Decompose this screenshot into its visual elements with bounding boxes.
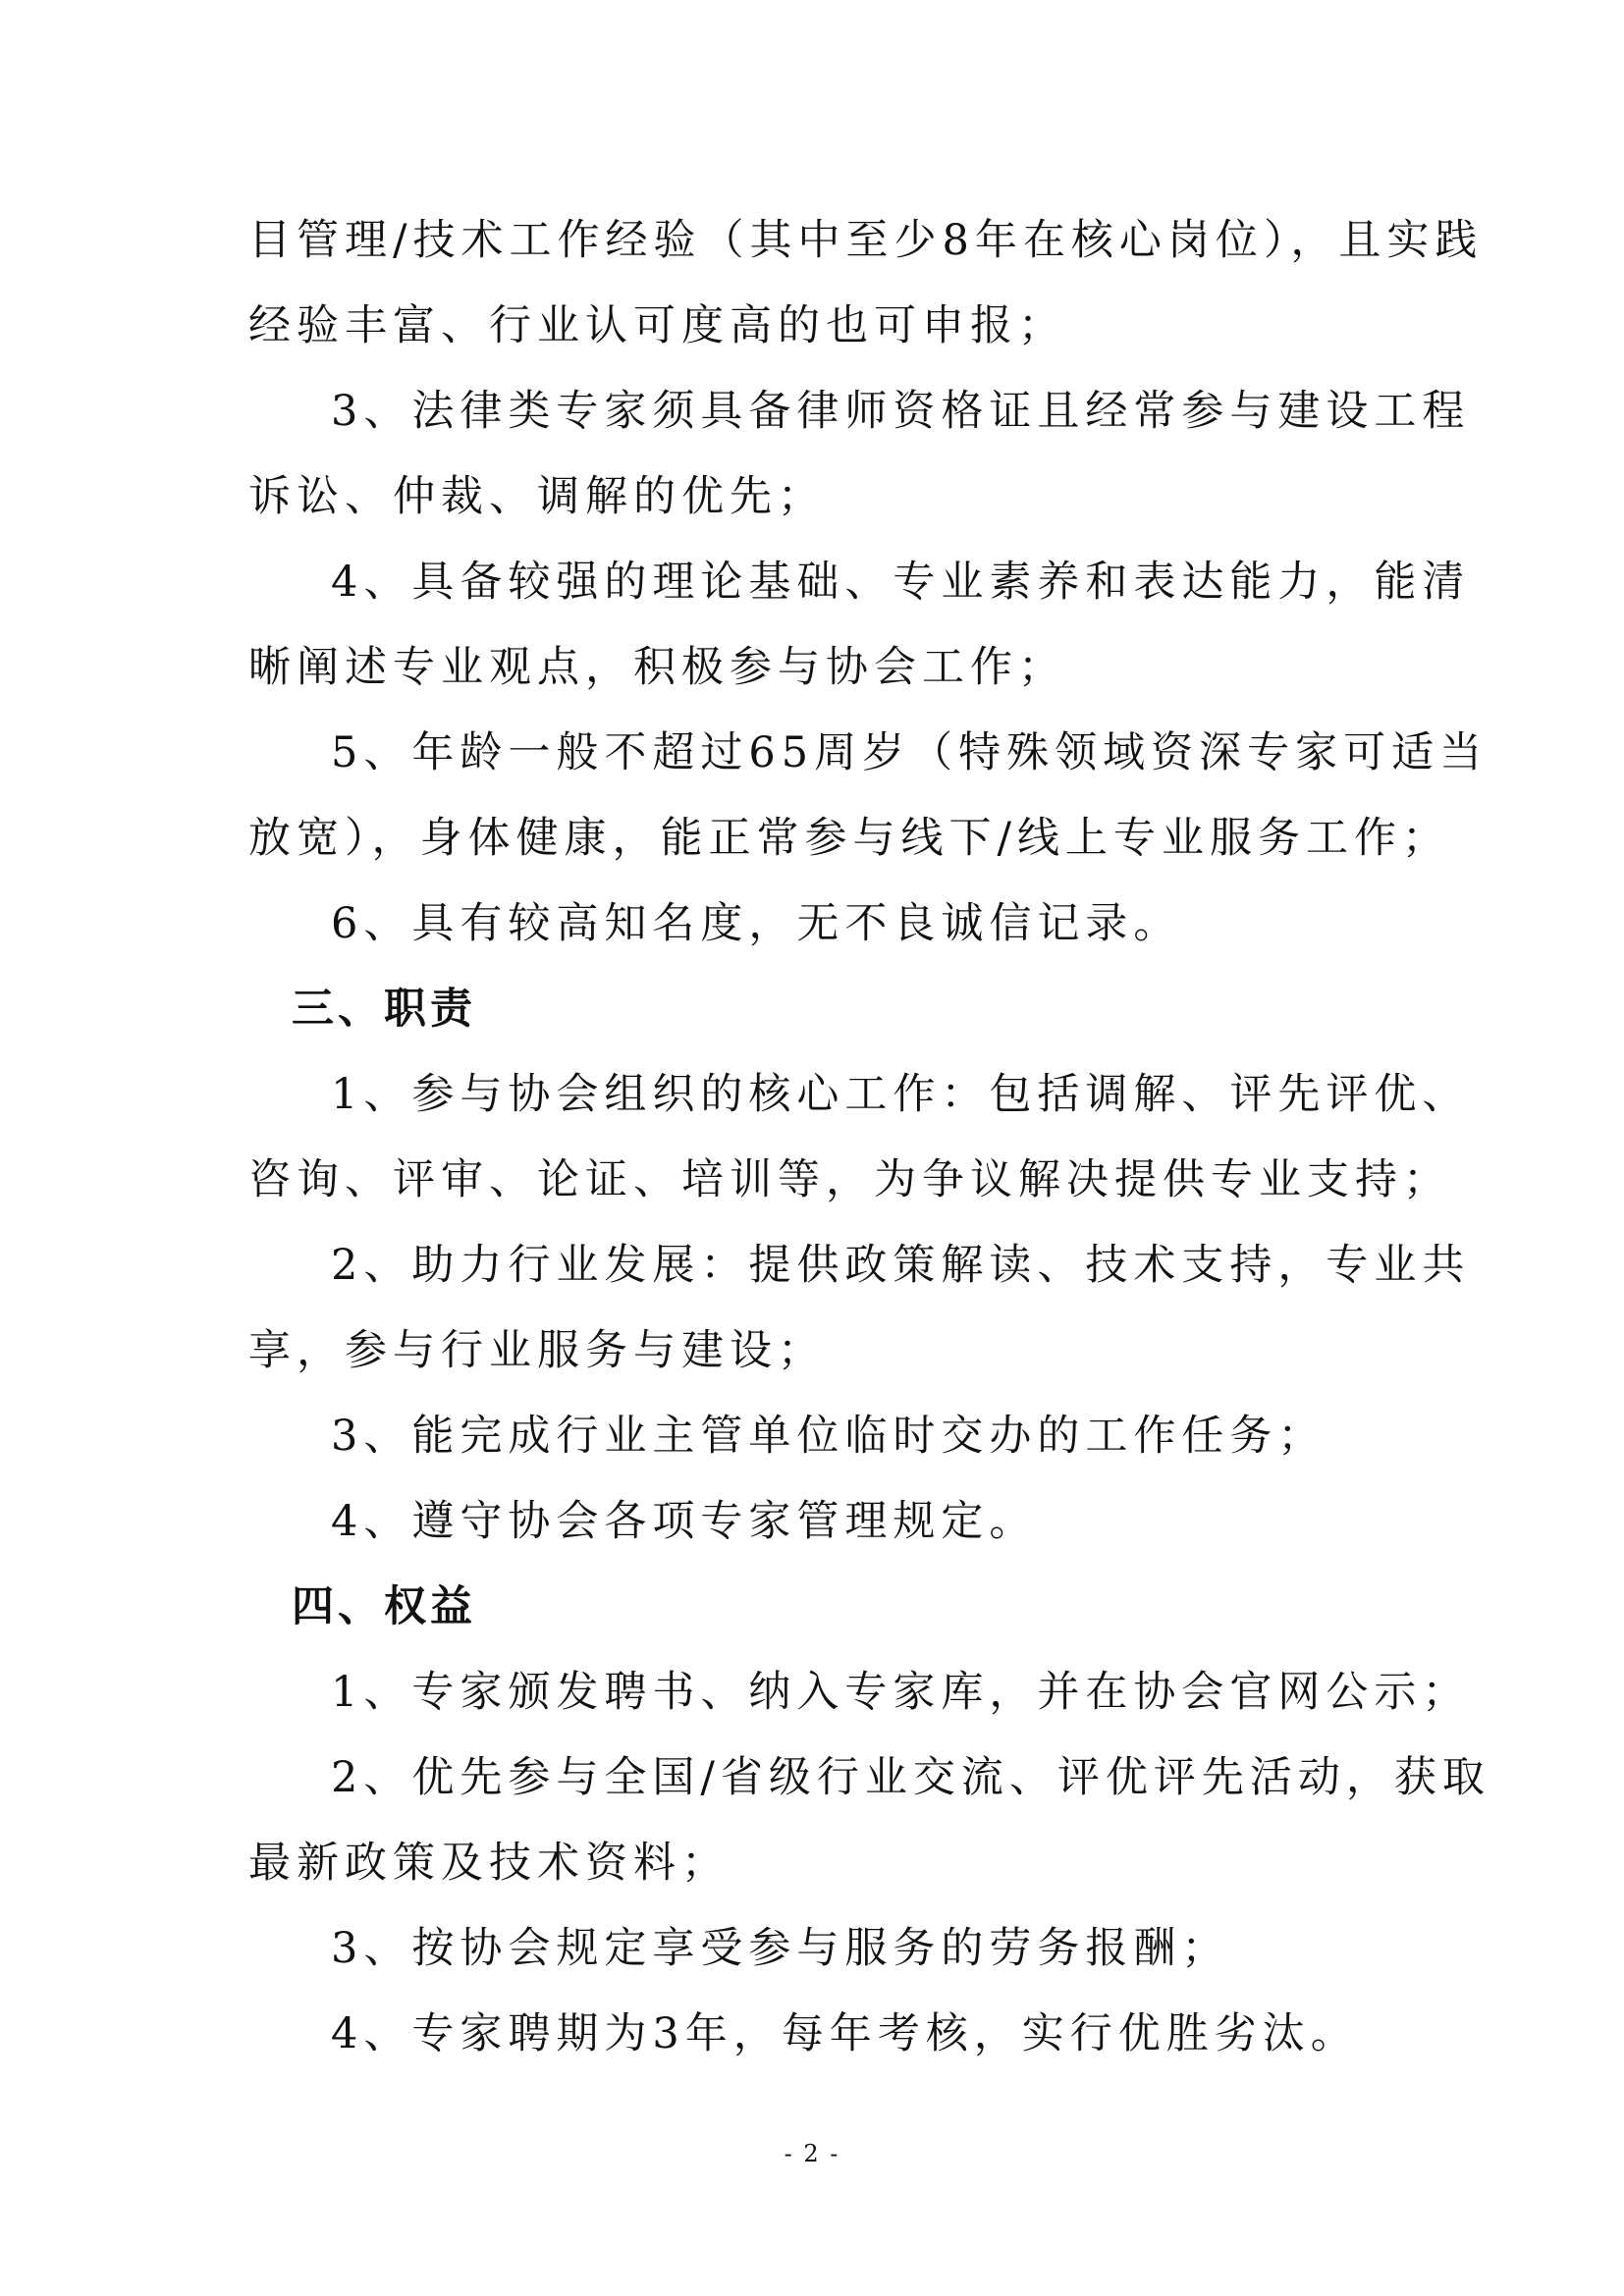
list-item-3: 3、法律类专家须具备律师资格证且经常参与建设工程	[331, 387, 1471, 436]
list-item-3: 3、按协会规定享受参与服务的劳务报酬；	[331, 1924, 1230, 1973]
section-heading-duties: 三、职责	[292, 985, 476, 1034]
body-text-line: 晰阐述专业观点，积极参与协会工作；	[248, 643, 1066, 692]
section-heading-rights: 四、权益	[292, 1582, 476, 1631]
body-text-line: 咨询、评审、论证、培训等，为争议解决提供专业支持；	[248, 1155, 1451, 1204]
body-text-line: 目管理/技术工作经验（其中至少8年在核心岗位），且实践	[248, 216, 1484, 265]
body-text-line: 最新政策及技术资料；	[248, 1839, 730, 1888]
list-item-1: 1、专家颁发聘书、纳入专家库，并在协会官网公示；	[331, 1668, 1471, 1717]
list-item-4: 4、具备较强的理论基础、专业素养和表达能力，能清	[331, 558, 1471, 607]
list-item-4: 4、遵守协会各项专家管理规定。	[331, 1497, 1038, 1546]
list-item-4: 4、专家聘期为3年，每年考核，实行优胜劣汰。	[331, 2009, 1359, 2058]
list-item-2: 2、优先参与全国/省级行业交流、评优评先活动，获取	[331, 1753, 1490, 1802]
body-text-line: 放宽），身体健康，能正常参与线下/线上专业服务工作；	[248, 814, 1450, 863]
list-item-1: 1、参与协会组织的核心工作：包括调解、评先评优、	[331, 1070, 1471, 1119]
page-number: - 2 -	[784, 2140, 840, 2167]
body-text-line: 诉讼、仲裁、调解的优先；	[248, 472, 826, 521]
body-text-line: 享，参与行业服务与建设；	[248, 1326, 826, 1375]
body-text-line: 经验丰富、行业认可度高的也可申报；	[248, 301, 1066, 350]
list-item-2: 2、助力行业发展：提供政策解读、技术支持，专业共	[331, 1241, 1471, 1290]
list-item-5: 5、年龄一般不超过65周岁（特殊领域资深专家可适当	[331, 728, 1489, 777]
list-item-6: 6、具有较高知名度，无不良诚信记录。	[331, 899, 1182, 948]
list-item-3: 3、能完成行业主管单位临时交办的工作任务；	[331, 1412, 1326, 1461]
